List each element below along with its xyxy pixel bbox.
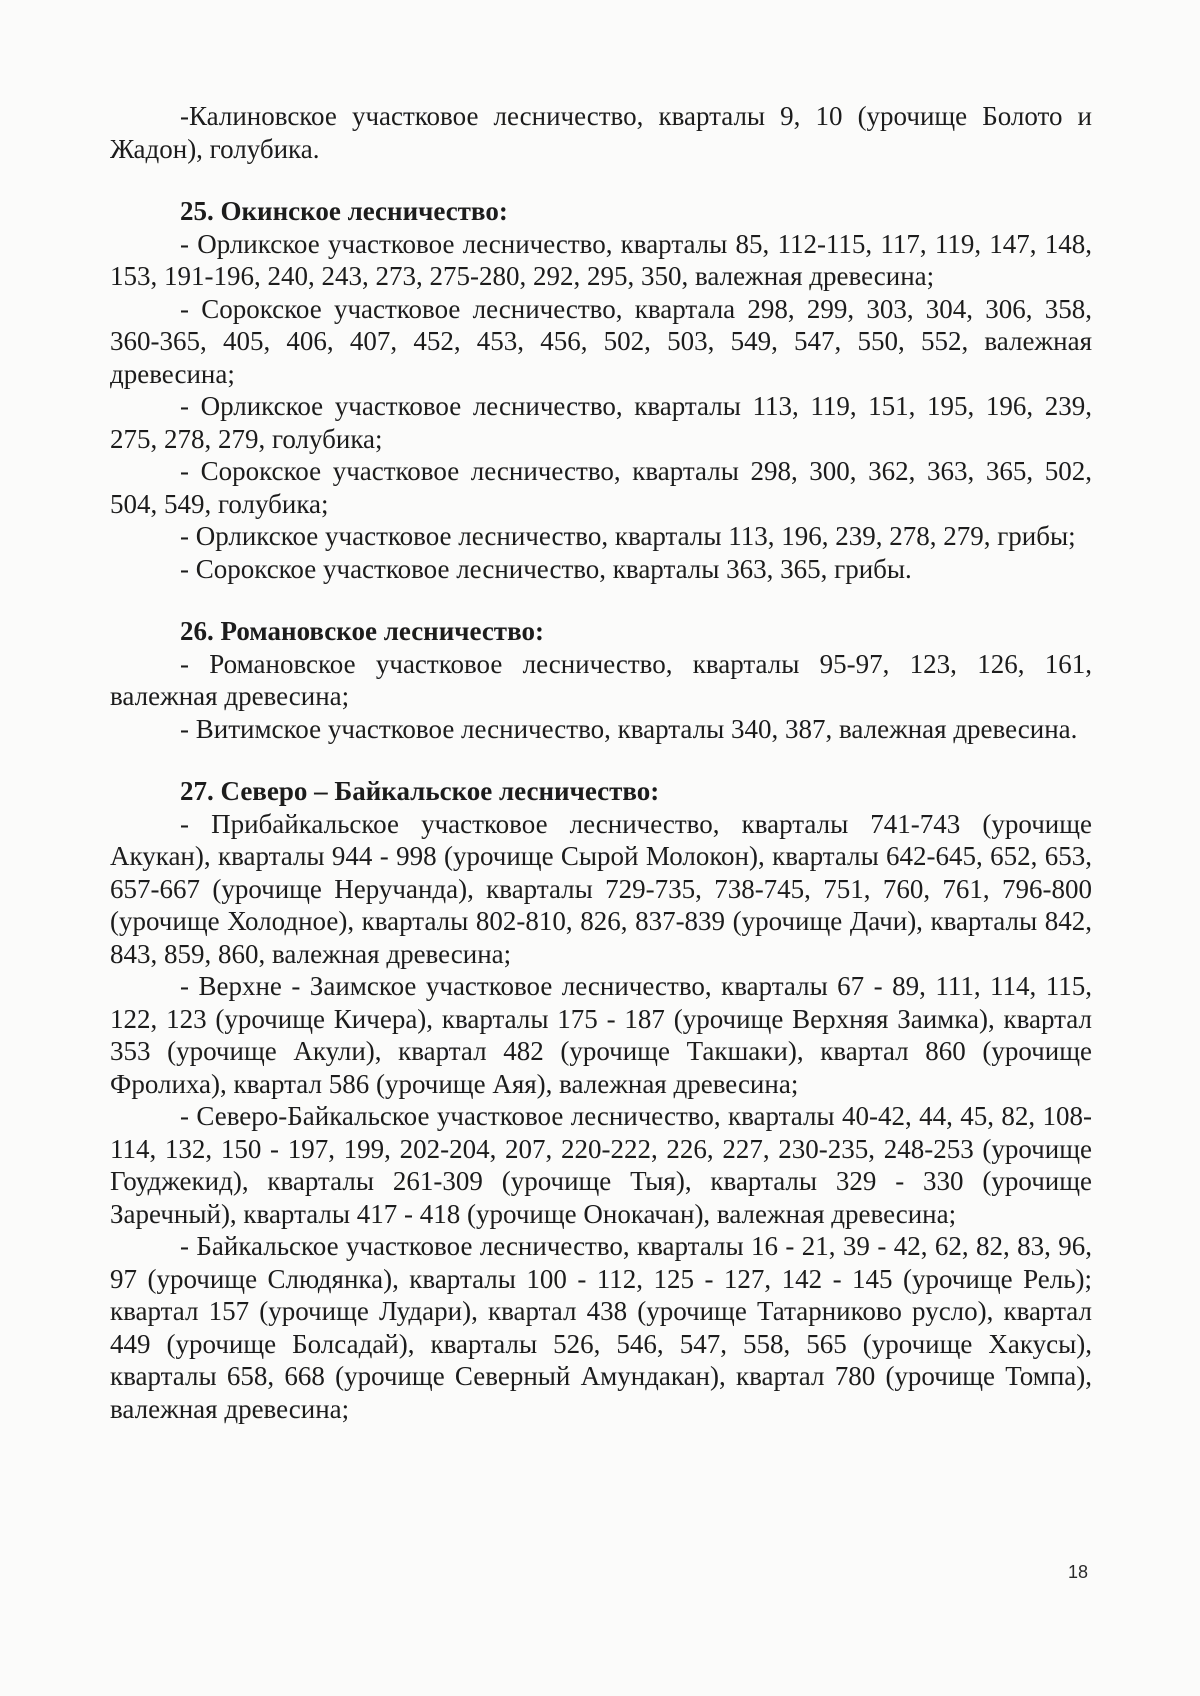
section-item: - Байкальское участковое лесничество, кварталы 16 - 21, 39 - 42, 62, 82, 83, 96, 97 (урочище Слюдянка), кварталы 100 - 112, 125 - 127, 142 - 145 (урочище Рель); квартал 157 (урочище Лудари), квартал 438 (урочище Татарниково русло), квартал 449 (урочище Болсадай), кварталы 526, 546, 547, 558, 565 (урочище Хакусы), кварталы 658, 668 (урочище Северный Амундакан), квартал 780 (урочище Томпа), валежная древесина;	[110, 1231, 1092, 1424]
page-number: 18	[1067, 1562, 1088, 1582]
section-item: - Прибайкальское участковое лесничество, кварталы 741-743 (урочище Акукан), кварталы 944 - 998 (урочище Сырой Молокон), кварталы 642-645, 652, 653, 657-667 (урочище Неручанда), кварталы 729-735, 738-745, 751, 760, 761, 796-800 (урочище Холодное), кварталы 802-810, 826, 837-839 (урочище Дачи), кварталы 842, 843, 859, 860, валежная древесина;	[110, 808, 1092, 969]
section-severo-baikalskoe	[110, 775, 1092, 1425]
section-item: - Орликское участковое лесничество, кварталы 85, 112-115, 117, 119, 147, 148, 153, 191-196, 240, 243, 273, 275-280, 292, 295, 350, валежная древесина;	[110, 228, 1092, 291]
section-okinskoe	[110, 195, 1092, 585]
section-item: - Верхне - Заимское участковое лесничество, кварталы 67 - 89, 111, 114, 115, 122, 123 (урочище Кичера), кварталы 175 - 187 (урочище Верхняя Заимка), квартал 353 (урочище Акули), квартал 482 (урочище Такшаки), квартал 860 (урочище Фролиха), квартал 586 (урочище Аяя), валежная древесина;	[110, 971, 1092, 1099]
section-heading: 26. Романовское лесничество:	[180, 616, 544, 646]
section-romanovskoe	[110, 615, 1092, 745]
section-item: - Сорокское участковое лесничество, кварталы 363, 365, грибы.	[180, 553, 912, 584]
section-heading: 27. Северо – Байкальское лесничество:	[180, 776, 660, 806]
section-item: - Сорокское участковое лесничество, кварталы 298, 300, 362, 363, 365, 502, 504, 549, голубика;	[110, 456, 1092, 519]
section-item: - Романовское участковое лесничество, кварталы 95-97, 123, 126, 161, валежная древесина;	[110, 648, 1092, 711]
intro-paragraph: -Калиновское участковое лесничество, кварталы 9, 10 (урочище Болото и Жадон), голубика.	[110, 101, 1092, 164]
section-item: - Витимское участковое лесничество, кварталы 340, 387, валежная древесина.	[180, 713, 1078, 744]
document-body	[110, 100, 1092, 1425]
section-item: - Орликское участковое лесничество, кварталы 113, 196, 239, 278, 279, грибы;	[180, 521, 1076, 551]
section-item: - Сорокское участковое лесничество, квартала 298, 299, 303, 304, 306, 358, 360-365, 405, 406, 407, 452, 453, 456, 502, 503, 549, 547, 550, 552, валежная древесина;	[110, 293, 1092, 389]
section-item: - Орликское участковое лесничество, кварталы 113, 119, 151, 195, 196, 239, 275, 278, 279, голубика;	[110, 391, 1092, 454]
section-heading: 25. Окинское лесничество:	[180, 196, 508, 226]
section-item: - Северо-Байкальское участковое лесничество, кварталы 40-42, 44, 45, 82, 108-114, 132, 150 - 197, 199, 202-204, 207, 220-222, 226, 227, 230-235, 248-253 (урочище Гоуджекид), кварталы 261-309 (урочище Тыя), кварталы 329 - 330 (урочище Заречный), кварталы 417 - 418 (урочище Онокачан), валежная древесина;	[110, 1101, 1092, 1229]
